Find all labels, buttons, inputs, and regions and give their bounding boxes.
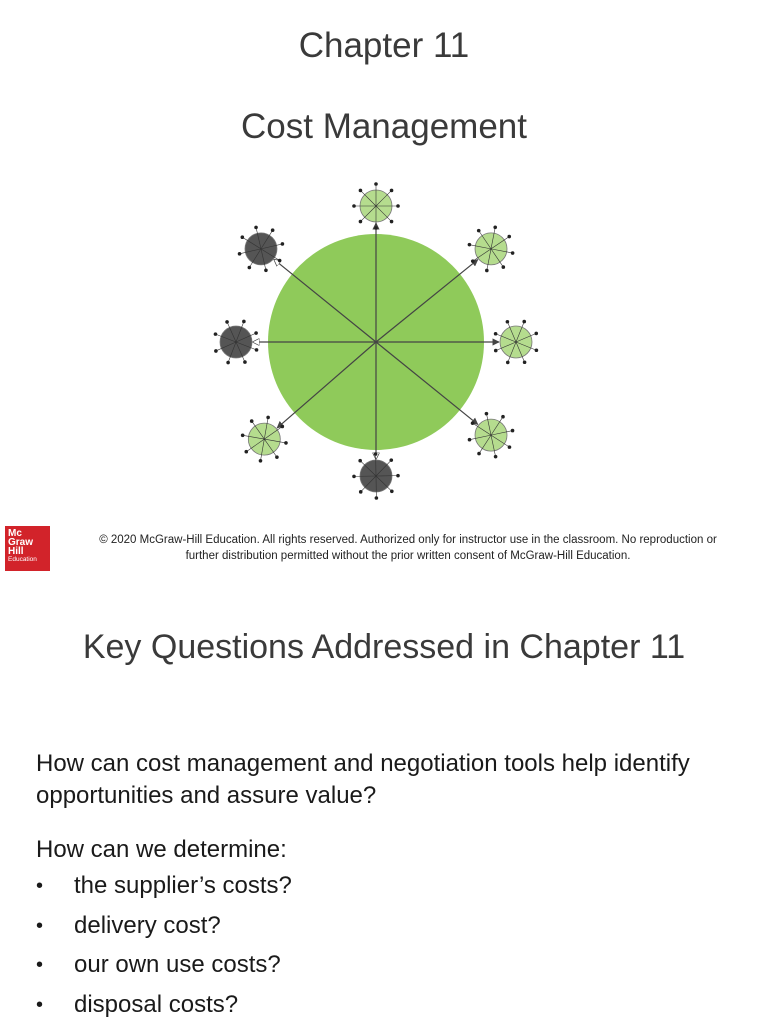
node-dot: [264, 268, 268, 272]
node-dot: [390, 189, 394, 193]
node-dot: [494, 349, 498, 353]
node-dot: [535, 348, 539, 352]
node-dot: [214, 349, 218, 353]
node-dot: [254, 331, 258, 335]
node-dot: [390, 489, 394, 493]
node-dot: [477, 452, 481, 456]
bullet-item: [36, 989, 292, 1024]
copyright-notice: [58, 532, 758, 564]
node-dot: [242, 320, 246, 324]
node-dot: [523, 360, 527, 364]
node-dot: [485, 412, 489, 416]
chapter-subtitle: Cost Management: [241, 107, 527, 146]
logo-line: Education: [8, 556, 37, 563]
node-dot: [468, 438, 472, 442]
node-dot: [507, 235, 511, 239]
node-dot: [471, 259, 475, 263]
bullet-item: [36, 949, 292, 989]
node-dot: [281, 425, 285, 429]
node-dot: [390, 220, 394, 224]
key-questions-title: Key Questions Addressed in Chapter 11: [82, 628, 686, 666]
question-text: How can cost management and negotiation tools help identify opportunities and assure value?: [36, 750, 690, 809]
node-dot: [494, 332, 498, 336]
node-dot: [477, 229, 481, 233]
node-dot: [278, 259, 282, 263]
bullet-text: delivery cost?: [74, 911, 221, 939]
node-dot: [266, 416, 270, 420]
bullet-item: [36, 870, 292, 910]
node-dot: [250, 419, 254, 423]
node-dot: [275, 455, 279, 459]
node-dot: [281, 242, 285, 246]
node-dot: [508, 445, 512, 449]
node-dot: [396, 204, 400, 208]
bullet-list: [36, 870, 292, 1024]
cost-network-illustration: [200, 176, 560, 506]
chapter-title: Chapter 11: [298, 26, 470, 65]
node-dot: [359, 220, 363, 224]
node-dot: [468, 243, 472, 247]
node-dot: [271, 228, 275, 232]
node-dot: [501, 415, 505, 419]
node-dot: [534, 332, 538, 336]
node-dot: [502, 265, 506, 269]
node-dot: [352, 475, 356, 479]
node-dot: [522, 320, 526, 324]
node-dot: [374, 226, 378, 230]
node-dot: [358, 459, 362, 463]
bullet-text: disposal costs?: [74, 990, 239, 1018]
node-dot: [243, 360, 247, 364]
node-dot: [506, 320, 510, 324]
node-dot: [214, 332, 218, 336]
logo-line: Mc: [8, 528, 22, 539]
mcgraw-hill-logo: [5, 526, 50, 571]
logo-line: Graw: [8, 537, 34, 548]
node-dot: [244, 450, 248, 454]
node-dot: [255, 348, 259, 352]
node-dot: [225, 320, 229, 324]
node-dot: [375, 496, 379, 500]
node-dot: [352, 204, 356, 208]
bullet-text: the supplier’s costs?: [74, 872, 292, 899]
node-dot: [359, 490, 363, 494]
node-dot: [389, 458, 393, 462]
node-dot: [248, 266, 252, 270]
node-dot: [259, 459, 263, 463]
node-dot: [359, 189, 363, 193]
bullet-icon: •: [36, 914, 44, 937]
node-dot: [485, 269, 489, 273]
node-dot: [511, 429, 515, 433]
node-dot: [241, 235, 245, 239]
copyright-line: © 2020 McGraw-Hill Education. All rights reserved. Authorized only for instructor use in the classroom. No reproduction or: [99, 534, 717, 546]
copyright-line: further distribution permitted without the prior written consent of McGraw-Hill Education.: [185, 550, 631, 562]
node-dot: [374, 452, 378, 456]
node-dot: [238, 252, 242, 256]
node-dot: [493, 225, 497, 229]
bullet-icon: •: [36, 993, 44, 1016]
node-dot: [396, 474, 400, 478]
node-dot: [471, 421, 475, 425]
node-dot: [254, 226, 258, 230]
node-dot: [241, 433, 245, 437]
node-dot: [494, 455, 498, 459]
node-dot: [506, 361, 510, 365]
logo-line: Hill: [8, 546, 24, 557]
bullet-icon: •: [36, 954, 44, 976]
lead-text: How can we determine:: [36, 836, 287, 863]
node-dot: [226, 361, 230, 365]
node-dot: [374, 182, 378, 186]
node-dot: [511, 251, 515, 255]
bullet-text: our own use costs?: [74, 951, 281, 978]
bullet-icon: •: [36, 875, 44, 897]
bullet-item: [36, 910, 292, 950]
node-dot: [284, 441, 288, 445]
